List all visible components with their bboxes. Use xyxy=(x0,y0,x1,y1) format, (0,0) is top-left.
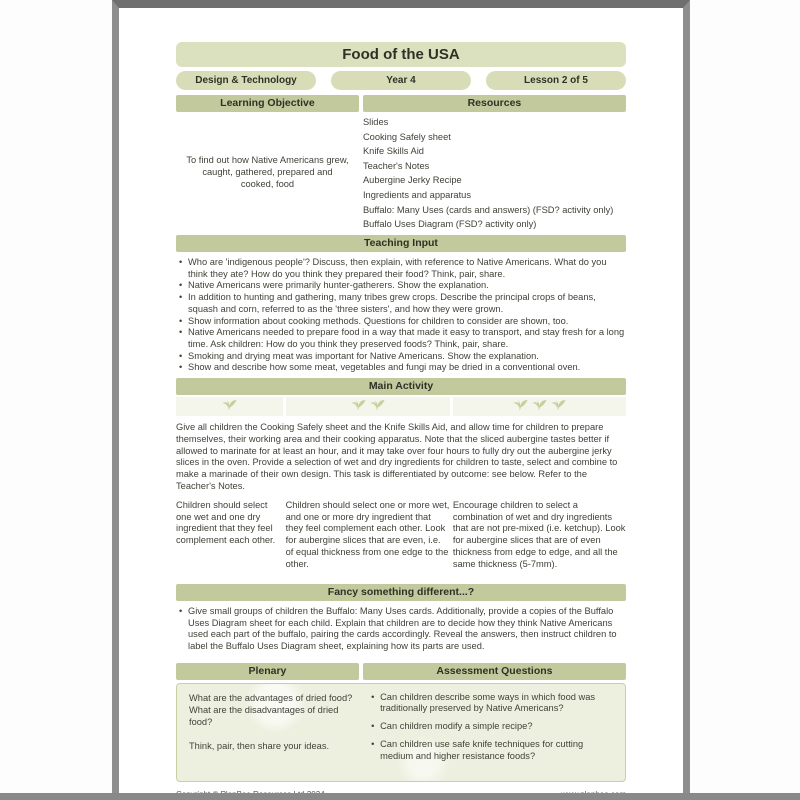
differentiation-columns xyxy=(176,498,626,584)
sprig-icon xyxy=(532,398,547,416)
sprig-icon xyxy=(370,398,385,416)
resource-item: Buffalo: Many Uses (cards and answers) (FSD? activity only) xyxy=(362,204,614,215)
plenary-line: Think, pair, then share your ideas. xyxy=(189,740,330,751)
resource-item: Teacher's Notes xyxy=(362,160,430,171)
plenary-header: Plenary xyxy=(176,663,359,680)
page-title: Food of the USA xyxy=(176,42,626,67)
differentiation-text-3: Encourage children to select a combination of wet and dry ingredients that are not pre-mixed (i.e. ketchup). Look for aubergine slices that are of even thickness from edge to edge, and all the same thickness (5-7mm). xyxy=(452,499,626,569)
sprig-icon xyxy=(222,398,237,416)
resource-item: Aubergine Jerky Recipe xyxy=(362,175,462,186)
resource-item: Cooking Safely sheet xyxy=(362,131,451,142)
difficulty-level-1 xyxy=(176,397,283,416)
differentiation-text-1: Children should select one wet and one dry ingredient that they feel complement each other. xyxy=(176,499,276,546)
main-activity-header: Main Activity xyxy=(176,378,626,395)
sprig-icon xyxy=(551,398,566,416)
spacer xyxy=(189,728,358,740)
resource-item: Slides xyxy=(362,117,389,127)
learning-objective-text: To find out how Native Americans grew, caught, gathered, prepared and cooked, food xyxy=(186,155,349,189)
assessment-questions-list xyxy=(368,692,617,773)
teaching-point: • Show and describe how some meat, vegetables and fungi may be dried in a conventional oven. xyxy=(178,362,626,374)
teaching-point: • Smoking and drying meat was important for Native Americans. Show the explanation. xyxy=(178,351,626,363)
assessment-questions xyxy=(368,692,617,773)
sprig-icon xyxy=(351,398,366,416)
lesson-plan xyxy=(119,8,683,793)
fancy-point: • Give small groups of children the Buffalo: Many Uses cards. Additionally, provide a copies of the Buffalo Uses Diagram sheet for each child. Explain that children are to decide how they think Native Americans used each part of the buffalo, pairing the cards accordingly. Reveal the answers, then instruct children to label the Buffalo Uses Diagram sheet, explaining how its parts are used. xyxy=(178,606,626,653)
meta-pills xyxy=(176,71,626,90)
assessment-question: • Can children describe some ways in which food was traditionally preserved by Native Americans? xyxy=(370,692,617,716)
fancy-something-different-header: Fancy something different...? xyxy=(176,584,626,601)
differentiation-text-2: Children should select one or more wet, and one or more dry ingredient that they feel complement each other. Look for aubergine slices that are even, i.e. of equal thickness from one edge to the other. xyxy=(285,499,450,569)
assessment-question: • Can children use safe knife techniques for cutting medium and higher resistance foods? xyxy=(370,739,617,763)
differentiation-level-row xyxy=(176,397,626,416)
teaching-input-header: Teaching Input xyxy=(176,235,626,252)
teaching-point: • Native Americans needed to prepare food in a way that made it easy to transport, and stay fresh for a long time. Ask children: How do you think they preserved foods? Think, pair, share. xyxy=(178,327,626,350)
resources-header: Resources xyxy=(363,95,626,112)
teaching-point: • In addition to hunting and gathering, many tribes grew crops. Describe the principal crops of beans, squash and corn, referred to as the 'three sisters', and how they were grown. xyxy=(178,292,626,315)
difficulty-level-3 xyxy=(453,397,626,416)
teaching-point: • Show information about cooking methods. Questions for children to consider are shown, too. xyxy=(178,316,626,328)
assessment-questions-header: Assessment Questions xyxy=(363,663,626,680)
teaching-input-list xyxy=(176,257,626,378)
resource-item: Buffalo Uses Diagram (FSD? activity only) xyxy=(362,219,537,230)
document-page xyxy=(112,0,690,793)
viewport-bottom-edge xyxy=(0,793,800,800)
difficulty-level-2 xyxy=(286,397,450,416)
teaching-point: • Native Americans were primarily hunter-gatherers. Show the explanation. xyxy=(178,280,626,292)
objective-resources-headers xyxy=(176,95,626,112)
plenary-line: What are the disadvantages of dried food? xyxy=(189,704,339,727)
subject-pill: Design & Technology xyxy=(176,71,316,90)
resource-item: Knife Skills Aid xyxy=(362,146,424,157)
lesson-number-pill: Lesson 2 of 5 xyxy=(486,71,626,90)
plenary-text xyxy=(185,692,358,773)
teaching-point: • Who are 'indigenous people'? Discuss, then explain, with reference to Native Americans. What do you think they ate? How do you think they prepared their food? Think, pair, share. xyxy=(178,257,626,280)
assessment-question: • Can children modify a simple recipe? xyxy=(370,721,617,733)
objective-resources-body xyxy=(176,112,626,232)
fancy-something-different-list xyxy=(176,606,626,657)
plenary-assessment-panel xyxy=(176,683,626,782)
plenary-assessment-headers xyxy=(176,663,626,680)
learning-objective-header: Learning Objective xyxy=(176,95,359,112)
plenary-line: What are the advantages of dried food? xyxy=(189,692,353,703)
resource-item: Ingredients and apparatus xyxy=(362,189,471,200)
year-group-pill: Year 4 xyxy=(331,71,471,90)
sprig-icon xyxy=(513,398,528,416)
main-activity-intro: Give all children the Cooking Safely sheet and the Knife Skills Aid, and allow time for children to prepare themselves, their working area and their cooking apparatus. Note that the sliced aubergine tastes better if allowed to marinate for at least an hour, and it may take over four hours to fully dry out the aubergine jerky slices in the oven. Provide a selection of wet and dry ingredients for children to taste, select and combine to make a marinade of their own design. This task is differentiated by outcome: see below. Refer to the Teacher's Notes. xyxy=(176,422,618,492)
resources-list xyxy=(363,112,626,232)
